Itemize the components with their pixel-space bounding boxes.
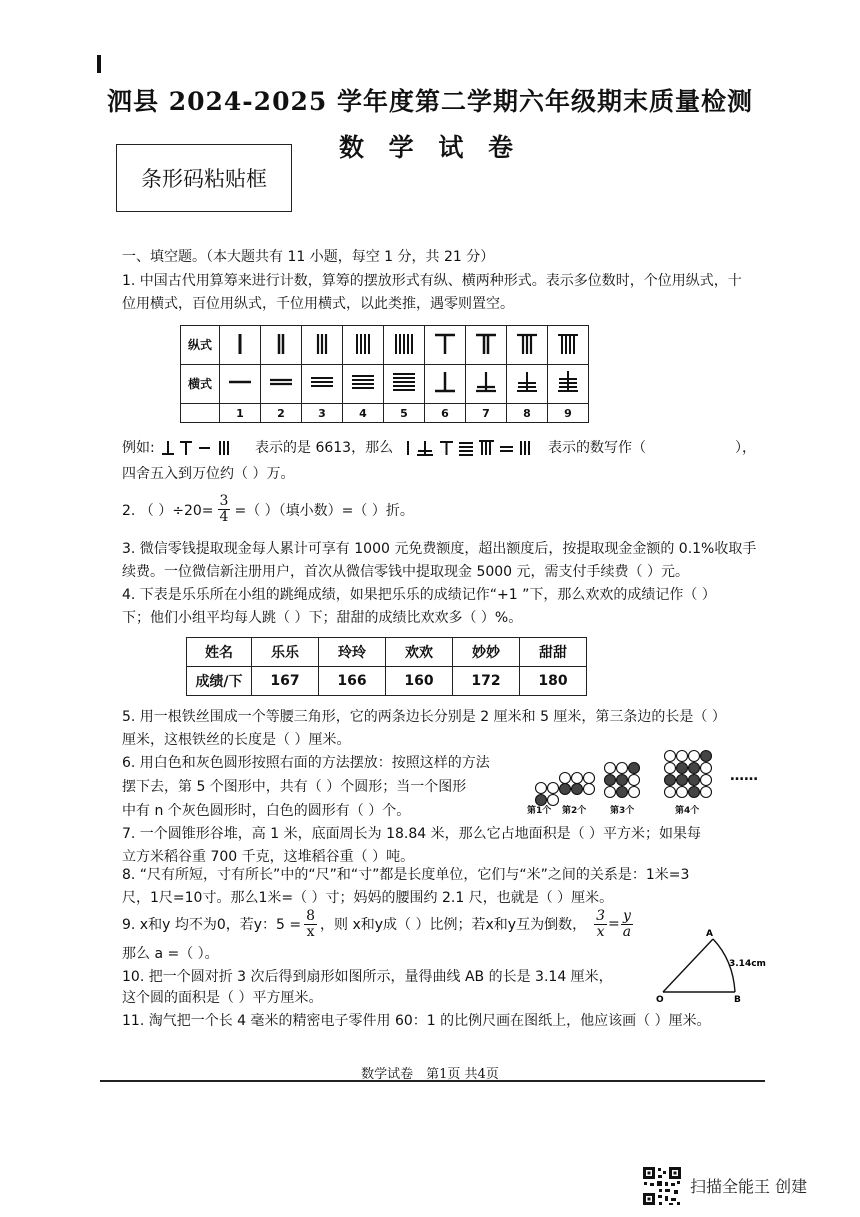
score-header-cell: 乐乐 [252,638,319,667]
q9-line2: 那么 a =（ ）。 [122,946,219,962]
page-footer: 数学试卷 第1页 共4页 [361,1067,499,1082]
q10-line2: 这个圆的面积是（ ）平方厘米。 [122,990,323,1006]
figure-label-4: 第4个 [675,806,700,816]
figure-label-1: 第1个 [527,806,552,816]
rod-number: 6 [425,404,466,423]
q6-line1: 6. 用白色和灰色圆形按照右面的方法摆放：按照这样的方法 [122,755,490,771]
rod-example-6613 [160,438,238,458]
scanner-watermark: 扫描全能王 创建 [690,1177,808,1196]
q1-example-question: 表示的数写作（ [548,440,646,456]
score-header-cell: 甜甜 [520,638,587,667]
score-table [186,637,587,696]
vertical-4 [343,326,384,365]
score-table-header [187,638,587,667]
score-header-cell: 玲玲 [319,638,386,667]
q6-line3: 中有 n 个灰色圆形时，白色的圆形有（ ）个。 [122,803,411,819]
q8-line1: 8. “尺有所短，寸有所长”中的“尺”和“寸”都是长度单位，它们与“米”之间的关系是：1米=3 [122,867,690,883]
footer-divider [100,1080,765,1082]
score-cell: 172 [453,667,520,696]
q9-fraction-2: $\frac{3}{x}$ [596,907,605,940]
q11: 11. 淘气把一个长 4 毫米的精密电子零件用 60：1 的比例尺画在图纸上，他应该画（ ）厘米。 [122,1013,711,1029]
qr-code-icon [641,1165,683,1207]
vertical-6 [425,326,466,365]
q1-example-middle: 表示的是 6613，那么 [255,440,394,456]
q9-equals: = [608,916,620,932]
q2-fraction: $\frac{3}{4}$ [219,493,229,525]
q9-fraction-1: $\frac{8}{x}$ [306,907,316,940]
horizontal-4 [343,365,384,404]
figure-ellipsis: …… [730,768,758,784]
barcode-box [116,144,292,212]
sector-label-o: O [656,995,664,1004]
score-cell: 166 [319,667,386,696]
rod-number: 9 [548,404,589,423]
horizontal-2 [261,365,302,404]
vertical-2 [261,326,302,365]
q4-line1: 4. 下表是乐乐所在小组的跳绳成绩，如果把乐乐的成绩记作“+1 ”下，那么欢欢的成绩记作（ ） [122,587,716,603]
q1-line2: 位用横式，百位用纵式，千位用横式，以此类推，遇零则置空。 [122,296,514,312]
rod-row-label: 横式 [181,365,220,404]
rod-row-label: 纵式 [181,326,220,365]
q9-middle: ，则 x和y成（ ）比例；若x和y互为倒数， [320,917,587,933]
q7-line2: 立方米稻谷重 700 千克，这堆稻谷重（ ）吨。 [122,849,415,865]
rod-number: 3 [302,404,343,423]
vertical-1 [220,326,261,365]
rod-numeral-table [180,325,589,423]
margin-mark [97,55,101,73]
score-cell: 167 [252,667,319,696]
vertical-7 [466,326,507,365]
q1-example-prefix: 例如: [122,440,155,456]
vertical-9 [548,326,589,365]
score-cell: 成绩/下 [187,667,252,696]
q1-line4: 四舍五入到万位约（ ）万。 [122,466,295,482]
exam-subtitle: 数 学 试 卷 [338,133,522,162]
q9-fraction-3: $\frac{y}{a}$ [622,907,632,940]
sector-label-b: B [734,995,741,1004]
exam-title: 泗县 2024-2025 学年度第二学期六年级期末质量检测 [107,87,753,116]
score-header-cell: 欢欢 [386,638,453,667]
barcode-box-label: 条形码粘贴框 [141,167,267,191]
rod-number: 1 [220,404,261,423]
figure-label-2: 第2个 [562,806,587,816]
sector-arc-label: 3.14cm [729,959,766,969]
vertical-5 [384,326,425,365]
section-heading: 一、填空题。（本大题共有 11 小题，每空 1 分，共 21 分） [122,249,495,265]
q10-line1: 10. 把一个圆对折 3 次后得到扇形如图所示，量得曲线 AB 的长是 3.14 厘米， [122,969,613,985]
q3-line1: 3. 微信零钱提取现金每人累计可享有 1000 元免费额度，超出额度后，按提取现金金额的 0.1%收取手 [122,541,757,557]
q2 [122,494,414,525]
q5-line2: 厘米，这根铁丝的长度是（ ）厘米。 [122,732,351,748]
q7-line1: 7. 一个圆锥形谷堆，高 1 米，底面周长为 18.84 米，那么它占地面积是（ ）平方米；如果每 [122,826,702,842]
score-table-row [187,667,587,696]
score-cell: 180 [520,667,587,696]
vertical-8 [507,326,548,365]
rod-number: 4 [343,404,384,423]
q3-line2: 续费。一位微信新注册用户，首次从微信零钱中提取现金 5000 元，需支付手续费（ ）元。 [122,564,689,580]
q4-line2: 下；他们小组平均每人跳（ ）下；甜甜的成绩比欢欢多（ ）%。 [122,610,523,626]
score-header-cell: 妙妙 [453,638,520,667]
rod-question-number [403,438,541,458]
rod-number: 7 [466,404,507,423]
q8-line2: 尺，1尺=10寸。那么1米=（ ）寸；妈妈的腰围约 2.1 尺，也就是（ ）厘米。 [122,890,614,906]
q1-example-close: ）， [735,440,756,456]
q2-end: =（ ）（填小数）=（ ）折。 [234,502,414,519]
rod-number: 5 [384,404,425,423]
sector-label-a: A [706,929,713,939]
score-cell: 160 [386,667,453,696]
score-header-cell: 姓名 [187,638,252,667]
horizontal-9 [548,365,589,404]
horizontal-6 [425,365,466,404]
rod-number-blank [181,404,220,423]
horizontal-8 [507,365,548,404]
circle-pattern-figure [520,748,765,814]
horizontal-1 [220,365,261,404]
q2-start: 2. （ ）÷20= [122,502,214,519]
q1-line1: 1. 中国古代用算筹来进行计数，算筹的摆放形式有纵、横两种形式。表示多位数时，个位用纵式，十 [122,273,742,289]
q5-line1: 5. 用一根铁丝围成一个等腰三角形，它的两条边长分别是 2 厘米和 5 厘米，第三条边的长是（ ） [122,709,726,725]
figure-label-3: 第3个 [610,806,635,816]
q9-start: 9. x和y 均不为0，若y：5 = [122,917,302,933]
horizontal-5 [384,365,425,404]
q9 [122,907,634,941]
horizontal-7 [466,365,507,404]
vertical-3 [302,326,343,365]
horizontal-3 [302,365,343,404]
sector-figure [655,922,770,1004]
q6-line2: 摆下去，第 5 个图形中，共有（ ）个圆形；当一个图形 [122,779,467,795]
rod-number: 2 [261,404,302,423]
rod-number: 8 [507,404,548,423]
